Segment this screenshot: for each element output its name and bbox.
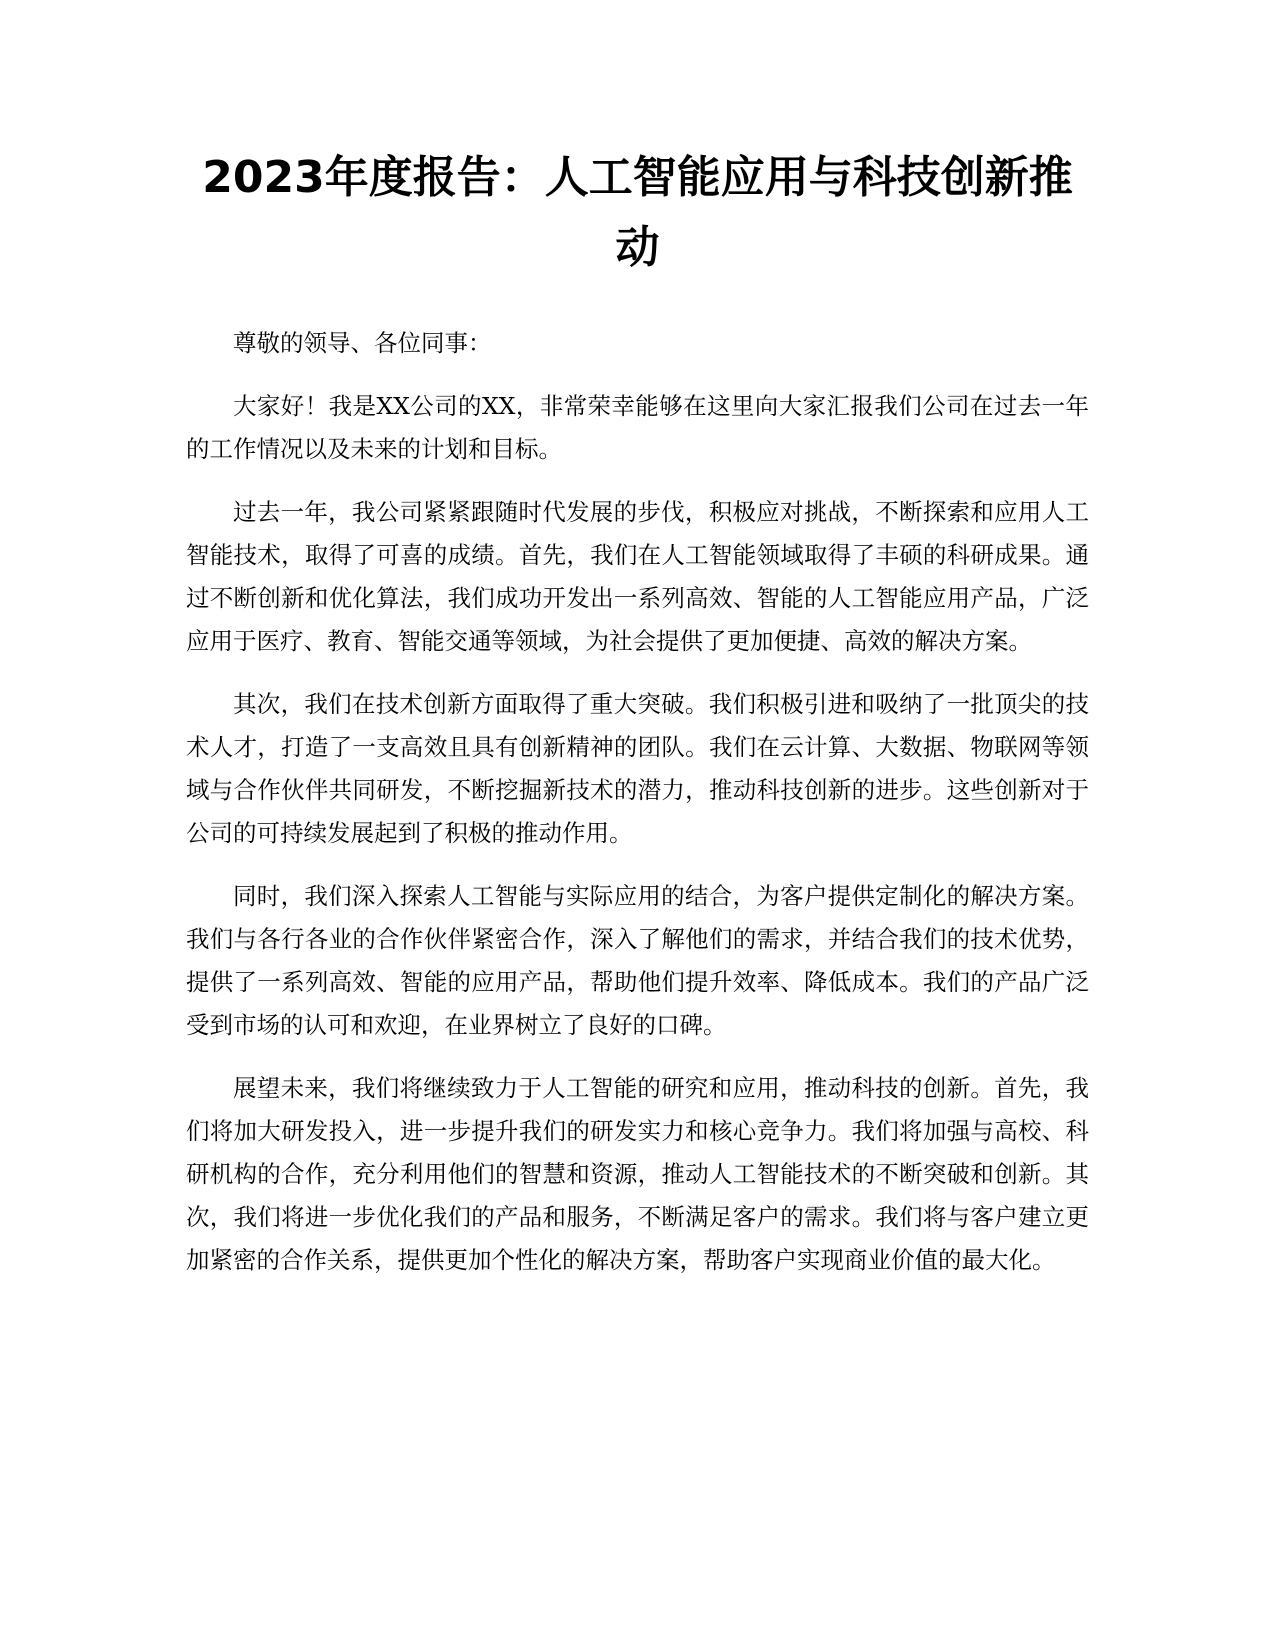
greeting-paragraph: 大家好！我是XX公司的XX，非常荣幸能够在这里向大家汇报我们公司在过去一年的工作情况以及未来的计划和目标。 [186,392,1089,463]
application-paragraph: 同时，我们深入探索人工智能与实际应用的结合，为客户提供定制化的解决方案。我们与各行各业的合作伙伴紧密合作，深入了解他们的需求，并结合我们的技术优势，提供了一系列高效、智能的应用产品，帮助他们提升效率、降低成本。我们的产品广泛受到市场的认可和欢迎，在业界树立了良好的口碑。 [186,882,1089,1039]
achievements-paragraph: 过去一年，我公司紧紧跟随时代发展的步伐，积极应对挑战，不断探索和应用人工智能技术，取得了可喜的成绩。首先，我们在人工智能领域取得了丰硕的科研成果。通过不断创新和优化算法，我们成功开发出一系列高效、智能的人工智能应用产品，广泛应用于医疗、教育、智能交通等领域，为社会提供了更加便捷、高效的解决方案。 [186,498,1089,655]
document-title: 2023年度报告：人工智能应用与科技创新推动 [202,152,1073,273]
salutation-paragraph: 尊敬的领导、各位同事： [233,329,492,357]
outlook-paragraph: 展望未来，我们将继续致力于人工智能的研究和应用，推动科技的创新。首先，我们将加大研发投入，进一步提升我们的研发实力和核心竞争力。我们将加强与高校、科研机构的合作，充分利用他们的智慧和资源，推动人工智能技术的不断突破和创新。其次，我们将进一步优化我们的产品和服务，不断满足客户的需求。我们将与客户建立更加紧密的合作关系，提供更加个性化的解决方案，帮助客户实现商业价值的最大化。 [186,1074,1089,1274]
document-body [186,322,1089,1302]
innovation-paragraph: 其次，我们在技术创新方面取得了重大突破。我们积极引进和吸纳了一批顶尖的技术人才，打造了一支高效且具有创新精神的团队。我们在云计算、大数据、物联网等领域与合作伙伴共同研发，不断挖掘新技术的潜力，推动科技创新的进步。这些创新对于公司的可持续发展起到了积极的推动作用。 [186,690,1089,847]
